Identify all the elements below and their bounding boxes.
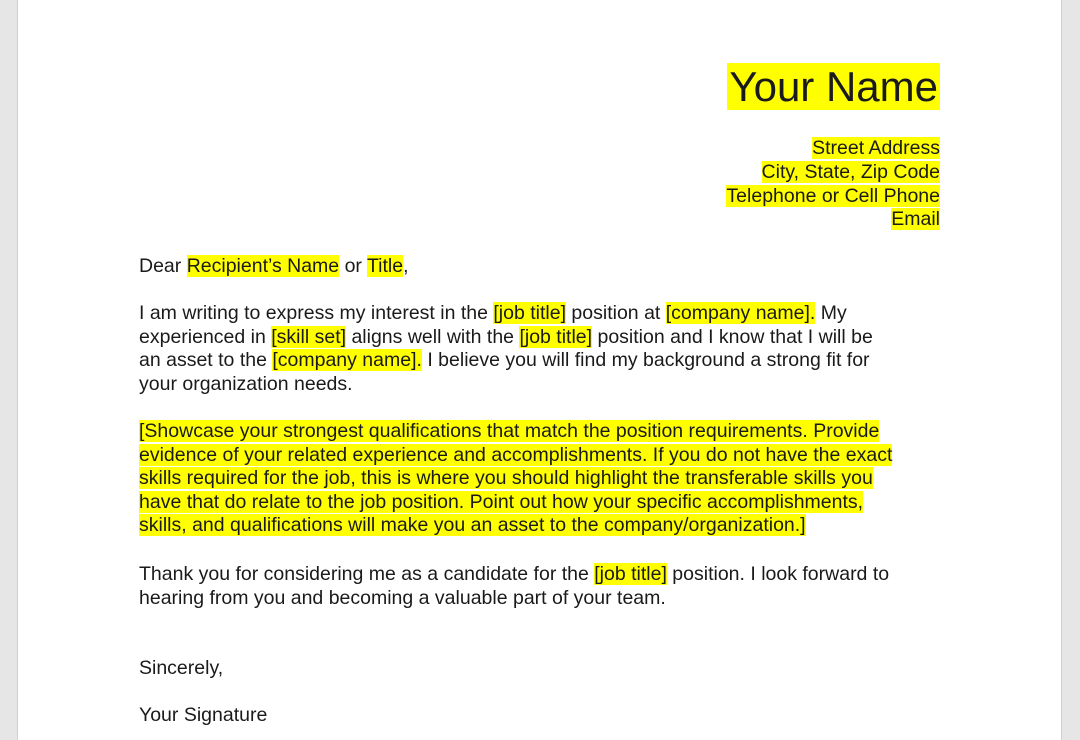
- sender-address-block: [726, 137, 940, 232]
- qualifications-line: evidence of your related experience and accomplishments. If you do not have the exact: [139, 443, 893, 466]
- job-title-placeholder: [job title]: [519, 325, 593, 348]
- salutation-or: or: [339, 255, 367, 277]
- p1-text: position and I know that I will be: [592, 325, 873, 348]
- company-name-placeholder: [company name].: [665, 302, 816, 324]
- closing-paragraph: [139, 563, 939, 610]
- p3-text: Thank you for considering me as a candidate for the: [139, 563, 595, 585]
- recipient-name: Recipient’s Name: [186, 255, 340, 277]
- p1-text: I believe you will find my background a strong fit for: [421, 349, 870, 372]
- salutation: [139, 255, 939, 279]
- p1-text: aligns well with the: [346, 325, 520, 348]
- p1-text: My: [815, 302, 847, 324]
- p3-text: position. I look forward to: [666, 563, 890, 585]
- sender-name: [727, 62, 940, 112]
- intro-paragraph: [139, 302, 939, 396]
- p1-text: your organization needs.: [139, 372, 353, 395]
- sender-name-text: Your Name: [729, 63, 938, 110]
- document-page: [17, 0, 1062, 740]
- p3-text: hearing from you and becoming a valuable part of your team.: [139, 586, 666, 609]
- company-name-placeholder: [company name].: [272, 349, 422, 372]
- p1-text: experienced in: [139, 325, 272, 348]
- qualifications-line: skills, and qualifications will make you an asset to the company/organization.]: [139, 514, 806, 537]
- email: Email: [891, 208, 940, 231]
- telephone: Telephone or Cell Phone: [726, 184, 940, 207]
- qualifications-line: [Showcase your strongest qualifications that match the position requirements. Provide: [139, 420, 880, 442]
- job-title-placeholder: [job title]: [493, 302, 567, 324]
- signature: Your Signature: [139, 704, 268, 726]
- recipient-title: Title: [366, 255, 404, 277]
- qualifications-line: skills required for the job, this is where you should highlight the transferable skills you: [139, 467, 873, 490]
- salutation-suffix: ,: [403, 255, 409, 277]
- qualifications-line: have that do relate to the job position. Point out how your specific accomplishments,: [139, 490, 864, 513]
- job-title-placeholder: [job title]: [594, 563, 667, 585]
- city-state-zip: City, State, Zip Code: [761, 160, 940, 183]
- qualifications-paragraph: [139, 420, 939, 538]
- skill-set-placeholder: [skill set]: [271, 325, 347, 348]
- street-address: Street Address: [812, 137, 940, 159]
- p1-text: I am writing to express my interest in the: [139, 302, 494, 324]
- sincerely: Sincerely,: [139, 657, 224, 679]
- salutation-prefix: Dear: [139, 255, 187, 277]
- p1-text: position at: [566, 302, 666, 324]
- p1-text: an asset to the: [139, 349, 273, 372]
